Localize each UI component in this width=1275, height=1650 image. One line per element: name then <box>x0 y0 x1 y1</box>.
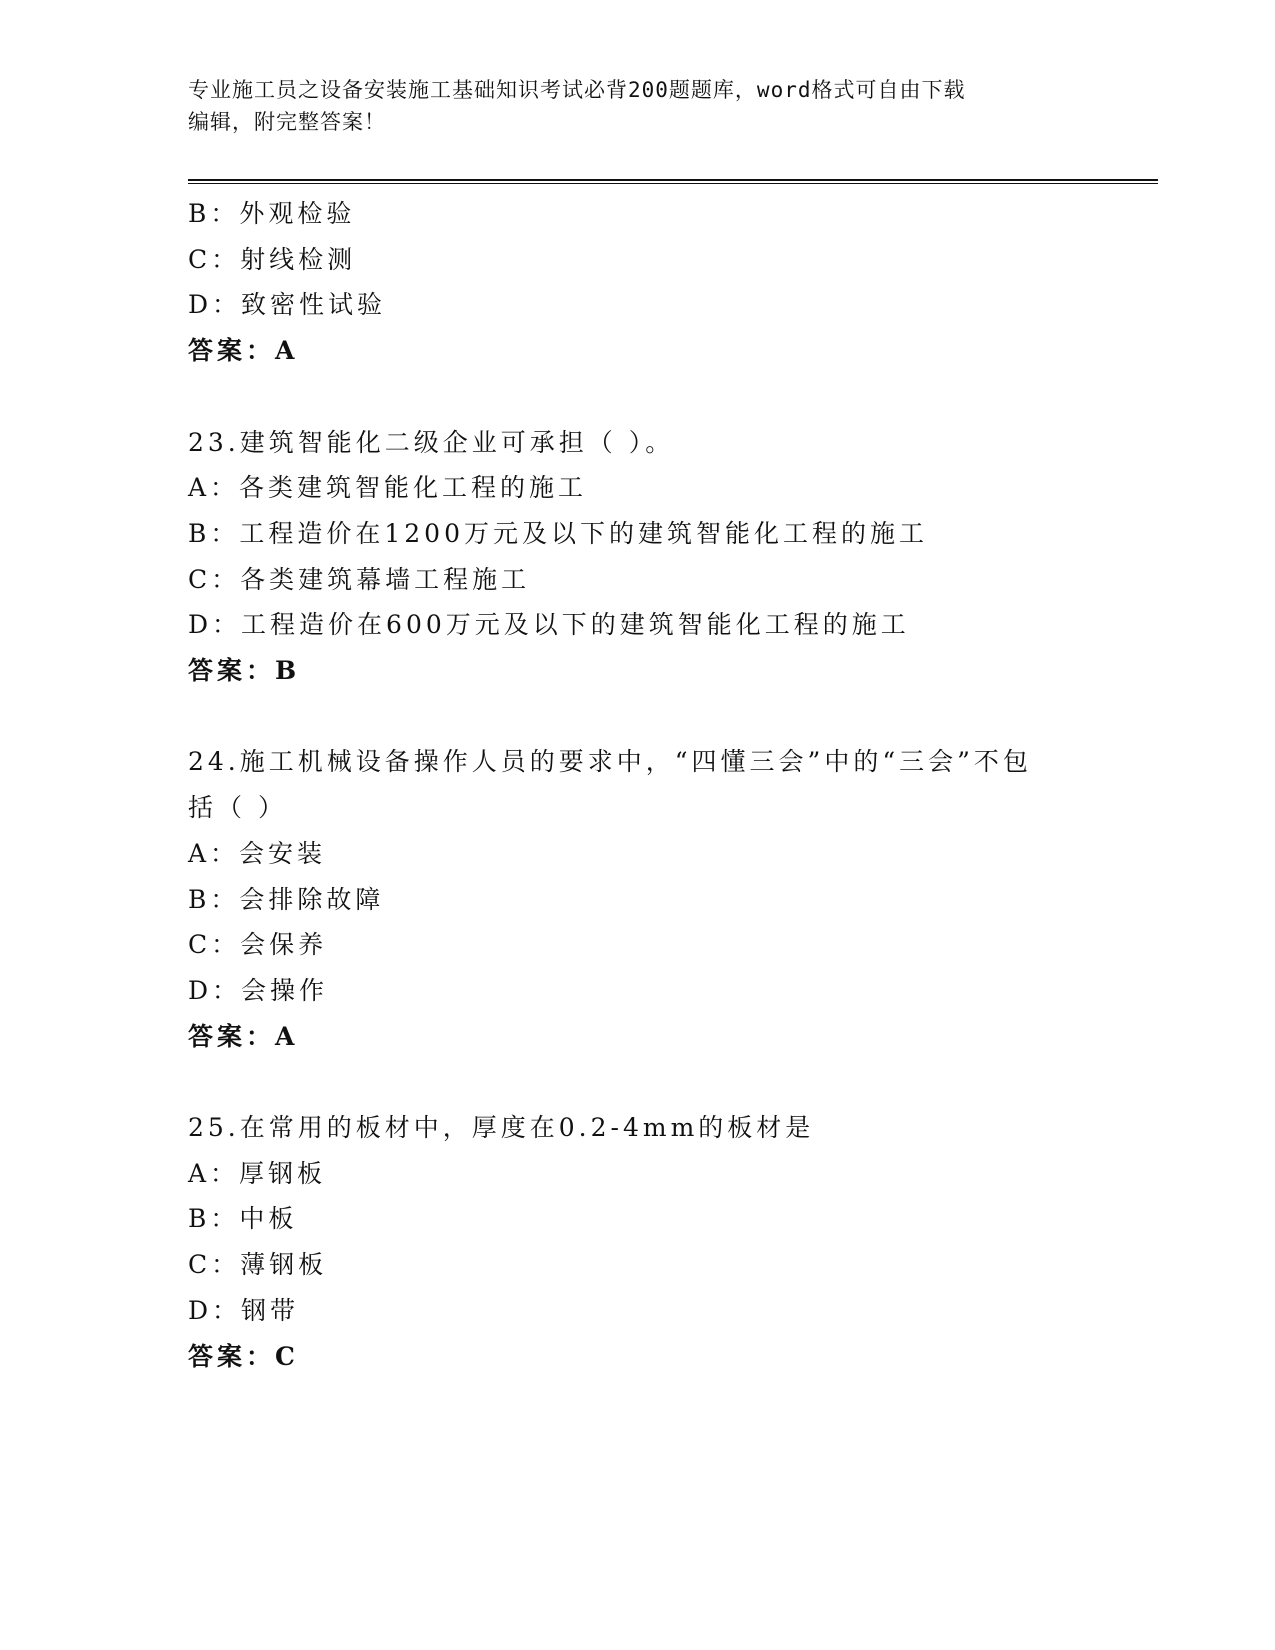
option-a: A：会安装 <box>188 838 327 868</box>
option-c: C：射线检测 <box>188 244 357 274</box>
option-d: D：钢带 <box>188 1295 300 1325</box>
option-d: D：致密性试验 <box>188 290 387 320</box>
spacer <box>188 1059 1088 1105</box>
answer: 答案：C <box>188 1341 299 1371</box>
option-c: C：各类建筑幕墙工程施工 <box>188 564 531 594</box>
answer: 答案：A <box>188 1021 299 1051</box>
answer: 答案：A <box>188 336 299 366</box>
option-c: C：薄钢板 <box>188 1250 328 1280</box>
option-b: B：会排除故障 <box>188 884 385 914</box>
question-stem-continued: 括（ ） <box>188 793 287 823</box>
header-divider <box>188 179 1158 184</box>
option-b: B：工程造价在1200万元及以下的建筑智能化工程的施工 <box>188 518 928 548</box>
option-d: D：会操作 <box>188 975 329 1005</box>
header-line-1: 专业施工员之设备安装施工基础知识考试必背200题题库，word格式可自由下载 <box>188 78 966 102</box>
question-stem: 25.在常用的板材中，厚度在0.2-4mm的板材是 <box>188 1113 815 1143</box>
spacer <box>188 374 1088 420</box>
question-stem: 24.施工机械设备操作人员的要求中，“四懂三会”中的“三会”不包 <box>188 747 1032 777</box>
option-d: D：工程造价在600万元及以下的建筑智能化工程的施工 <box>188 610 910 640</box>
option-b: B：外观检验 <box>188 199 356 228</box>
option-b: B：中板 <box>188 1204 298 1234</box>
option-a: A：厚钢板 <box>188 1158 327 1188</box>
option-a: A：各类建筑智能化工程的施工 <box>188 473 588 503</box>
document-header <box>188 74 1088 138</box>
header-line-2: 编辑，附完整答案！ <box>188 110 386 134</box>
answer: 答案：B <box>188 656 301 686</box>
question-stem: 23.建筑智能化二级企业可承担（ ）。 <box>188 427 675 457</box>
option-c: C：会保养 <box>188 930 328 960</box>
question-list <box>188 191 1088 1379</box>
spacer <box>188 694 1088 740</box>
